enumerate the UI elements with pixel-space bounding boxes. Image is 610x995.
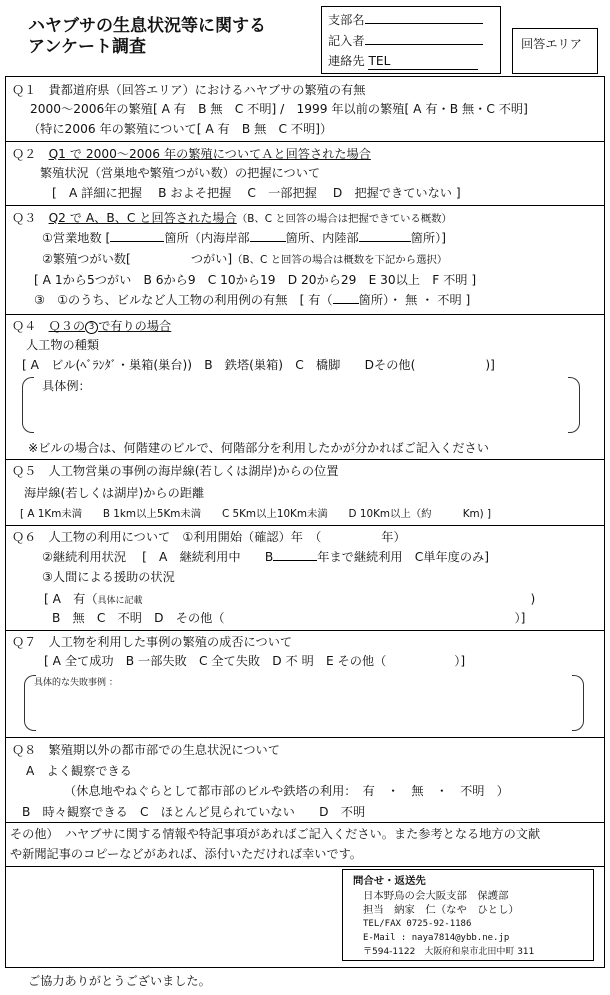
q8-option-a[interactable]: A よく観察できる	[26, 764, 132, 778]
q6-help-other-row[interactable]	[52, 610, 525, 626]
q4-type-options-text: [ A ビル(ﾍﾞﾗﾝﾀﾞ・巣箱(巣台)) B 鉄塔(巣箱) C 橋脚 Dその他(	[22, 358, 416, 372]
q3-artificial-label: ③ ①のうち、ビルなど人工物の利用例の有無 [ 有（	[34, 293, 333, 307]
q1-2006-options[interactable]: （特に2006 年の繁殖について[ A 有 B 無 C 不明]）	[28, 122, 333, 136]
q5-distance-options[interactable]: [ A 1Km未満 B 1km以上5Km未満 C 5Km以上10Km未満 D 10Km以上（約 Km) ]	[20, 508, 492, 520]
contact-row	[328, 53, 478, 70]
q3-pairs-note: （B、C と回答の場合は概数を下記から選択）	[232, 254, 448, 266]
branch-row	[328, 12, 483, 28]
contact-person: 担当 納家 仁（なや ひとし）	[363, 904, 519, 916]
q4-condition-b: で有りの場合	[98, 319, 172, 333]
q3-sites-end: 箇所）]	[410, 231, 446, 245]
q4-example-bracket-right	[568, 377, 580, 433]
q7-failure-bracket-right	[572, 675, 584, 731]
q4-title	[12, 318, 171, 334]
tel-label: TEL	[368, 54, 391, 68]
q3-pairs-row	[42, 251, 447, 267]
q8-title: Ｑ８ 繁殖期以外の都市部での生息状況について	[12, 743, 280, 757]
q2-number: Ｑ２	[12, 147, 49, 161]
page-title-line2: アンケート調査	[28, 37, 146, 57]
q3-artificial-options[interactable]: 箇所）・ 無 ・ 不明 ]	[358, 293, 471, 307]
q6-continuous-row	[42, 549, 489, 565]
q4-note: ※ビルの場合は、何階建のビルで、何階部分を利用したかが分かればご記入ください	[28, 441, 489, 455]
page-title-line1: ハヤブサの生息状況等に関する	[28, 16, 266, 36]
q6-start-year-label: Ｑ６ 人工物の利用について ①利用開始（確認）年 （	[12, 530, 322, 544]
q4-circled-number: 3	[85, 321, 98, 334]
q8-options-bcd[interactable]: B 時々観察できる C ほとんど見られていない D 不明	[22, 805, 366, 819]
divider-q3-q4	[5, 314, 605, 315]
q6-continuous-options-a[interactable]: ②継続利用状況 [ A 継続利用中 B	[42, 550, 274, 564]
divider-q6-q7	[5, 630, 605, 631]
q6-help-yes-row[interactable]	[44, 591, 535, 607]
q5-distance-label: 海岸線(若しくは湖岸)からの距離	[24, 486, 205, 500]
q6-start-year-end: 年）	[381, 530, 406, 544]
q7-options: [ A 全て成功 B 一部失敗 C 全て失敗 D 不 明 E その他（	[44, 654, 387, 668]
q3-sites-row	[42, 230, 446, 246]
q3-artificial-count-field[interactable]	[333, 303, 359, 304]
contact-org: 日本野鳥の会大阪支部 保護部	[363, 890, 509, 902]
q6-until-year-field[interactable]	[273, 560, 317, 561]
q4-example-field[interactable]	[40, 395, 560, 429]
divider-q5-q6	[5, 525, 605, 526]
contact-email[interactable]: E-Mail : naya7814@ybb.ne.jp	[363, 933, 510, 943]
q2-title	[12, 146, 371, 162]
q3-pairs-end: つがい]	[190, 252, 233, 266]
q6-help-other-end: ）]	[514, 611, 526, 625]
branch-field[interactable]	[365, 23, 483, 24]
other-notes-line1: その他） ハヤブサに関する情報や特記事項があればご記入ください。また参考となる地方の文献	[10, 827, 541, 841]
q3-number: Ｑ３	[12, 211, 49, 225]
respondent-info-box	[321, 6, 501, 74]
q3-sites-coastal-label: 箇所（内海岸部	[164, 231, 250, 245]
divider-q8-other	[5, 822, 605, 823]
q3-sites-total-field[interactable]	[110, 241, 164, 242]
q7-options-row[interactable]	[44, 653, 465, 669]
divider-other-contact	[5, 866, 605, 867]
contact-label: 連絡先	[328, 54, 365, 68]
writer-row	[328, 33, 483, 49]
q3-sites-coastal-field[interactable]	[250, 241, 286, 242]
q2-options[interactable]: [ A 詳細に把握 B およそ把握 C 一部把握 D 把握できていない ]	[52, 186, 461, 200]
divider-q1-q2	[5, 141, 605, 142]
other-notes-line2: や新聞記事のコピーなどがあれば、添付いただければ幸いです。	[10, 847, 362, 861]
answer-area-box[interactable]	[512, 28, 598, 74]
q1-title: Ｑ１ 貴都道府県（回答エリア）におけるハヤブサの繁殖の有無	[12, 83, 366, 97]
q4-type-options-end: )]	[485, 358, 495, 372]
q7-options-end: ）]	[454, 654, 466, 668]
writer-label: 記入者	[328, 34, 365, 48]
writer-field[interactable]	[365, 44, 483, 45]
q3-condition: Q2 で A、B、C と回答された場合	[48, 211, 237, 225]
q3-pairs-options[interactable]: [ A 1から5つがい B 6から9 C 10から19 D 20から29 E 30以上 F 不明 ]	[34, 273, 477, 287]
q6-title	[12, 529, 406, 545]
q8-urban-use-options[interactable]: （休息地やねぐらとして都市部のビルや鉄塔の利用： 有 ・ 無 ・ 不明 ）	[64, 784, 509, 798]
q6-help-yes-hint: 具体に記載	[97, 596, 143, 606]
q3-sites-inland-label: 箇所、内陸部	[285, 231, 359, 245]
contact-title: 問合せ・返送先	[353, 875, 426, 887]
divider-q7-q8	[5, 737, 605, 738]
divider-q4-q5	[5, 459, 605, 460]
answer-area-label: 回答エリア	[521, 37, 582, 51]
q6-help-label: ③人間による援助の状況	[42, 570, 175, 584]
q7-failure-field[interactable]	[36, 692, 566, 728]
q3-note: （B、C と回答の場合は把握できている概数）	[236, 213, 452, 225]
q4-type-label: 人工物の種類	[26, 338, 100, 352]
q3-artificial-row	[34, 292, 470, 308]
contact-box	[342, 869, 594, 961]
q4-number: Ｑ４	[12, 319, 49, 333]
contact-telfax: TEL/FAX 0725-92-1186	[363, 919, 472, 929]
q6-help-yes-end: )	[530, 592, 536, 606]
branch-label: 支部名	[328, 13, 365, 27]
q1-breeding-options[interactable]: 2000～2006年の繁殖[ A 有 B 無 C 不明] / 1999 年以前の繁殖[ A 有・B 無・C 不明]	[30, 102, 528, 116]
q3-sites-label: ①営業地数 [	[42, 231, 111, 245]
q6-help-other-options: B 無 C 不明 D その他（	[52, 611, 225, 625]
tel-field[interactable]	[368, 53, 478, 70]
q3-pairs-label: ②繁殖つがい数[	[42, 252, 131, 266]
q4-example-bracket-left	[22, 377, 34, 433]
q4-example-label: 具体例：	[42, 379, 91, 393]
contact-address: 〒594-1122 大阪府和泉市北田中町 311	[363, 947, 535, 957]
q3-sites-inland-field[interactable]	[359, 241, 411, 242]
q3-title	[12, 210, 452, 226]
q2-condition: Q1 で 2000～2006 年の繁殖についてＡと回答された場合	[48, 147, 371, 161]
q6-continuous-options-b[interactable]: 年まで継続利用 C単年度のみ]	[317, 550, 489, 564]
q7-title: Ｑ７ 人工物を利用した事例の繁殖の成否について	[12, 635, 293, 649]
q6-help-yes: [ A 有（	[44, 592, 98, 606]
thanks-message: ご協力ありがとうございました。	[28, 974, 211, 988]
q4-type-options[interactable]	[22, 357, 495, 373]
q5-title: Ｑ５ 人工物営巣の事例の海岸線(若しくは湖岸)からの位置	[12, 464, 339, 478]
q4-condition-a: Ｑ３の	[48, 319, 86, 333]
divider-q2-q3	[5, 205, 605, 206]
q2-subtitle: 繁殖状況（営巣地や繁殖つがい数）の把握について	[40, 166, 321, 180]
q7-failure-label: 具体的な失敗事例 ：	[34, 678, 118, 688]
